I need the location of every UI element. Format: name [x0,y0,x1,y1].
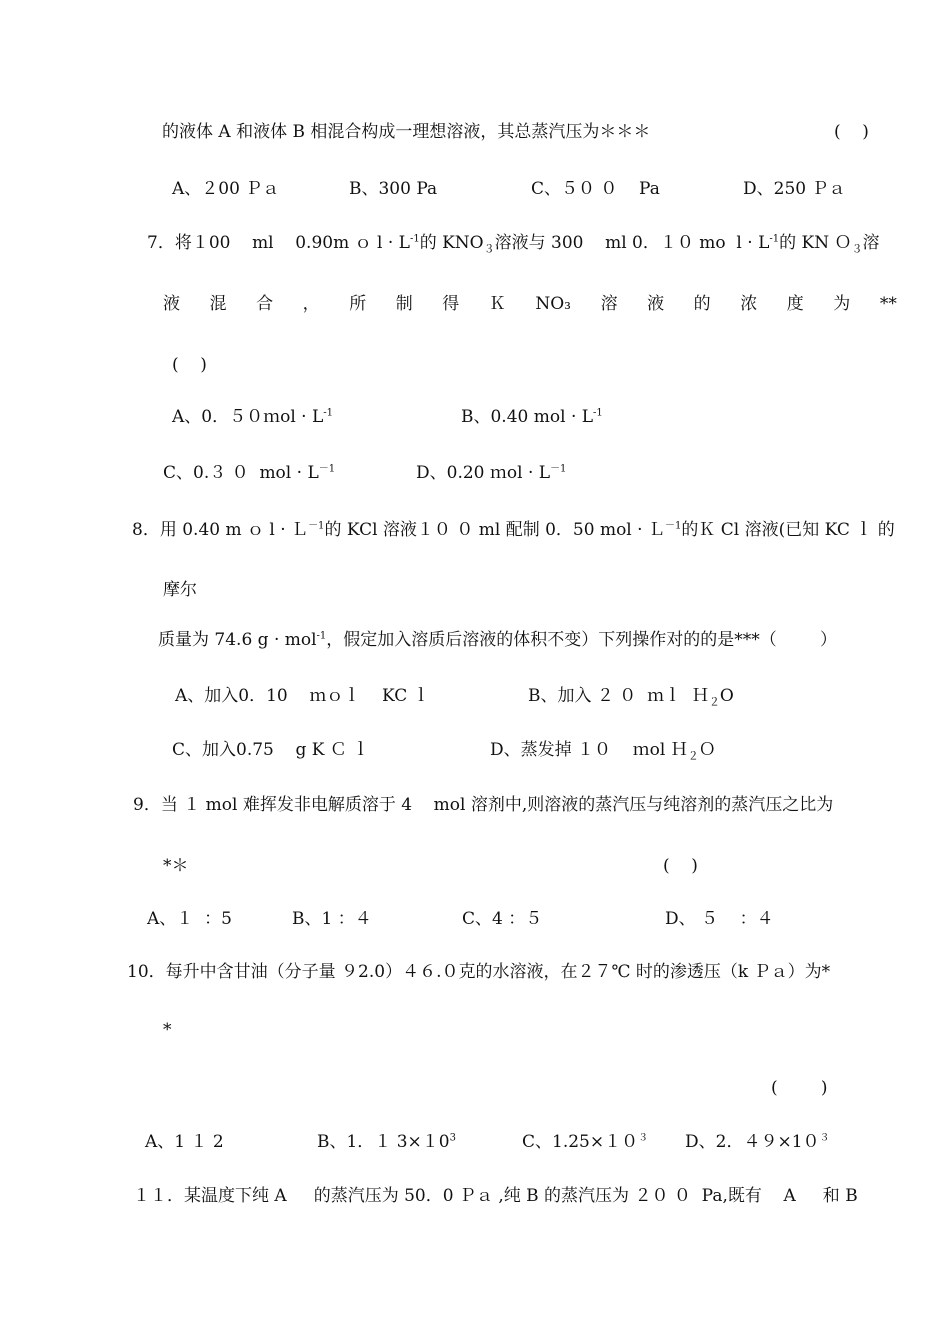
q6-stem-text: 的液体 A 和液体 B 相混合构成一理想溶液，其总蒸汽压为＊＊＊ [162,122,651,142]
q7-option-d-sup: －1 [550,463,567,475]
q7-stem-part2: 的 KNO [419,233,484,253]
q8-stem-line1 [132,518,895,542]
q7-char: 液 [163,294,180,314]
q10-option-d [685,1130,830,1154]
q9-option-c: C、4 ：５ [462,909,543,929]
q7-char: 为 [833,294,851,314]
q8-stem-line2: 摩尔 [163,580,197,600]
q11-stem-line1: １１．某温度下纯 A 的蒸汽压为 50．0 Ｐａ ,纯 B 的蒸汽压为 ２０ ０ Pa,既有 A 和 B [133,1186,858,1206]
q8-option-d [490,738,716,762]
q8-stem-line3-part1: 质量为 74.6 g · mol [158,630,317,650]
q7-char: ， [302,294,320,314]
q7-stem-line2 [163,292,897,316]
q7-answer-paren: ( ) [172,355,207,375]
q8-option-d-text: D、蒸发掉 １０ ｍol Ｈ [490,740,688,760]
q10-option-d-sup: ３ [819,1132,830,1144]
q7-char: 合 [256,294,274,314]
q8-option-b [528,684,734,708]
q7-stem-line1 [147,231,880,255]
q7-sup1: -1 [409,233,420,245]
q9-option-a: A、１ ：5 [147,909,232,929]
q7-option-a-text: A、0．５０ｍol · L [172,407,324,427]
q10-option-c [522,1130,648,1154]
q8-option-c: C、加入0.75 g K Ｃ ｌ [172,740,370,760]
q7-option-a-sup: -1 [323,407,334,419]
q7-stem-part1: 7．将１00 ml 0.90m ｏ l · L [147,233,410,253]
q7-char: Ｋ [488,294,506,314]
q8-option-d-sub: ２ [687,749,699,763]
q10-option-a: A、1 １ 2 [145,1132,224,1152]
q7-char: NO₃ [535,294,572,314]
q7-option-c-sup: －1 [318,463,336,475]
q7-stem-part3: 溶液与 300 ml 0．１０ mo l · L [494,233,770,253]
q7-option-d [416,461,566,485]
q6-answer-paren: ( ) [834,122,869,142]
q10-option-b-text: B、1．１ 3×１0 [317,1132,450,1152]
q8-sup2: －1 [664,520,682,532]
q8-option-b-text: B、加入 ２ ０ ｍｌ Ｈ [528,686,709,706]
q7-char: 得 [442,294,460,314]
q7-option-b [461,405,603,429]
q7-char: 所 [349,294,367,314]
q7-stem-part5: 溶 [862,233,880,253]
q7-sub2: ３ [851,242,863,256]
q8-line3-sup: -1 [316,630,327,642]
q7-option-b-sup: -1 [593,407,603,419]
q8-option-b-sub: ２ [708,695,720,709]
q6-option-d: D、250 Ｐａ [743,179,846,199]
q8-stem-part3: 的Ｋ Cl 溶液(已知 KC ｌ 的 [681,520,895,540]
q7-char: 溶 [600,294,618,314]
q7-sub1: ３ [483,242,495,256]
q10-option-c-text: C、1.25×１０ [522,1132,639,1152]
q8-stem-part1: 8．用 0.40 m ｏ l · Ｌ [132,520,309,540]
q8-option-d-end: Ｏ [698,740,716,760]
q9-option-d: D、 ５ ：４ [665,909,774,929]
q9-answer-paren: ( ) [663,856,698,876]
q7-char: 液 [647,294,665,314]
q10-option-c-sup: ３ [638,1132,649,1144]
q8-stem-line3-part2: ，假定加入溶质后溶液的体积不变）下列操作对的的是***（ ） [326,630,838,650]
q7-char: 制 [395,294,413,314]
q8-stem-line3 [158,628,837,652]
q6-option-c: C、５０ ０ Pa [531,179,660,199]
q6-option-a: A、２00 Ｐａ [172,179,280,199]
q7-char: 度 [786,294,804,314]
q8-stem-part2: 的 KCl 溶液１０ ０ ml 配制 0．50 mol · Ｌ [324,520,665,540]
q7-sup2: -1 [769,233,780,245]
q10-option-b-sup: 3 [449,1132,456,1144]
q10-star: * [163,1020,172,1040]
q7-option-a [172,405,333,429]
q9-option-b: B、1 ：４ [292,909,372,929]
q8-sup1: －1 [308,520,325,532]
q7-char: ** [879,294,897,314]
q10-answer-paren: ( ) [771,1078,828,1098]
q10-stem-line1: 10．每升中含甘油（分子量 ９2.0）４６.０克的水溶液，在２７℃ 时的渗透压（k Ｐａ）为* [127,962,831,982]
q7-option-c [163,461,335,485]
q9-stars: *＊ [163,856,189,876]
q7-option-c-text: C、0.３ ０ mol · L [163,463,319,483]
q6-option-b: B、300 Pa [349,179,438,199]
q9-stem-line1: 9．当 １ mol 难挥发非电解质溶于 4 mol 溶剂中,则溶液的蒸汽压与纯溶剂的蒸汽压之比为 [133,795,834,815]
q7-stem-part4: 的 KN Ｏ [779,233,852,253]
q7-char: 浓 [740,294,758,314]
q7-option-b-text: B、0.40 mol · L [461,407,594,427]
q10-option-b [317,1130,456,1154]
q8-option-b-end: O [719,686,734,706]
q7-char: 的 [693,294,711,314]
q7-option-d-text: D、0.20 ｍol · L [416,463,551,483]
q7-char: 混 [209,294,227,314]
q10-option-d-text: D、2．４９×1０ [685,1132,820,1152]
q8-option-a: A、加入0．10 ｍｏｌ KC ｌ [175,686,430,706]
q6-stem-line [162,120,650,144]
